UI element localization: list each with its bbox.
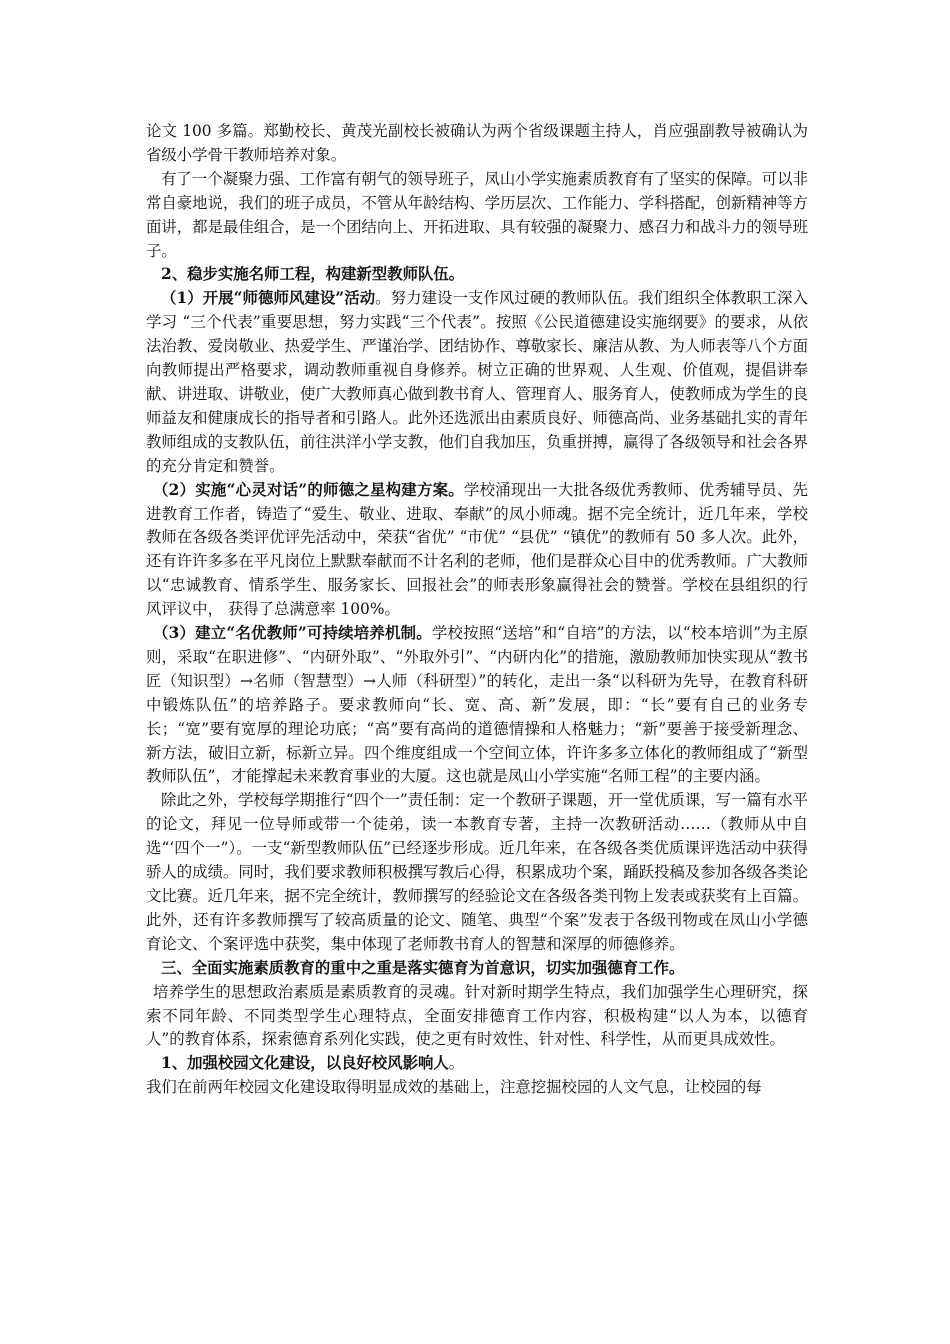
paragraph-papers: 论文 100 多篇。郑勤校长、黄茂光副校长被确认为两个省级课题主持人，肖应强副教导被确认为省级小学骨干教师培养对象。 xyxy=(146,122,808,164)
section-heading-famous-teachers xyxy=(146,263,808,287)
document-body xyxy=(146,120,808,1100)
section-heading-moral-education xyxy=(146,957,808,981)
subsection-excellent-teachers-heading: （3）建立“名优教师”可持续培养机制。 xyxy=(153,624,432,643)
subsection-heart-dialogue-heading: （2）实施“心灵对话”的师德之星构建方案。 xyxy=(153,480,464,499)
paragraph-campus-culture: 我们在前两年校园文化建设取得明显成效的基础上，注意挖掘校园的人文气息，让校园的每 xyxy=(146,1078,762,1097)
heading-text: 2、稳步实施名师工程，构建新型教师队伍。 xyxy=(161,265,465,284)
paragraph-leadership: 有了一个凝聚力强、工作富有朝气的领导班子，凤山小学实施素质教育有了坚实的保障。可以非常自豪地说，我们的班子成员，不管从年龄结构、学历层次、工作能力、学科搭配，创新精神等方面讲，都是最佳组合，是一个团结向上、开拓进取、具有较强的凝聚力、感召力和战斗力的领导班子。 xyxy=(146,169,808,260)
subsection-campus-culture xyxy=(146,1052,808,1076)
heading-text: 三、全面实施素质教育的重中之重是落实德育为首意识，切实加强德育工作。 xyxy=(161,958,685,977)
subsection-ethics-heading: （1）开展“师德师风建设”活动 xyxy=(161,289,376,308)
subsection-excellent-teachers-body: 学校按照“送培”和“自培”的方法，以“校本培训”为主原则，采取“在职进修”、“内研外取”、“外取外引”、“内研内化”的措施，激励教师加快实现从“教书匠（知识型）→名师（智慧型）→人师（科研型）”的转化，走出一条“以科研为先导，在教育科研中锻炼队伍”的培养路子。要求教师向“长、宽、高、新”发展，即：“长”要有自己的业务专长；“宽”要有宽厚的理论功底；“高”要有高尚的道德情操和人格魅力；“新”要善于接受新理念、新方法，破旧立新，标新立异。四个维度组成一个空间立体，许许多多立体化的教师组成了“新型教师队伍”，才能撑起未来教育事业的大厦。这也就是凤山小学实施“名师工程”的主要内涵。 xyxy=(146,624,808,786)
heading-end-mark: 。 xyxy=(448,1054,465,1073)
subsection-campus-culture-heading: 1、加强校园文化建设，以良好校风影响人 xyxy=(161,1054,449,1073)
subsection-ethics xyxy=(146,287,808,478)
subsection-excellent-teachers xyxy=(146,622,808,789)
subsection-heart-dialogue xyxy=(146,479,808,622)
paragraph-moral-education: 培养学生的思想政治素质是素质教育的灵魂。针对新时期学生特点，我们加强学生心理研究，探索不同年龄、不同类型学生心理特点，全面安排德育工作内容，积极构建“以人为本，以德育人”的教育体系，探索德育系列化实践，使之更有时效性、针对性、科学性，从而更具成效性。 xyxy=(146,982,808,1049)
subsection-ethics-body: 。努力建设一支作风过硬的教师队伍。我们组织全体教职工深入学习 “三个代表”重要思想，努力实践“三个代表”。按照《公民道德建设实施纲要》的要求，从依法治教、爱岗敬业、热爱学生、严谨治学、团结协作、尊敬家长、廉洁从教、为人师表等八个方面向教师提出严格要求，调动教师重视自身修养。树立正确的世界观、人生观、价值观，提倡讲奉献、讲进取、讲敬业，使广大教师真心做到教书育人、管理育人、服务育人，使教师成为学生的良师益友和健康成长的指导者和引路人。此外还选派出由素质良好、师德高尚、业务基础扎实的青年教师组成的支教队伍，前往洪洋小学支教，他们自我加压，负重拼搏，赢得了各级领导和社会各界的充分肯定和赞誉。 xyxy=(146,289,808,475)
subsection-heart-dialogue-body: 学校涌现出一大批各级优秀教师、优秀辅导员、先进教育工作者，铸造了“爱生、敬业、进取、奉献”的凤小师魂。据不完全统计，近几年来，学校教师在各级各类评优评先活动中，荣获“省优” “市优” “县优” “镇优”的教师有 50 多人次。此外，还有许许多多在平凡岗位上默默奉献而不计名利的老师，他们是群众心目中的优秀教师。广大教师以“忠诚教育、情系学生、服务家长、回报社会”的师表形象赢得社会的赞誉。学校在县组织的行风评议中， 获得了总满意率 100%。 xyxy=(146,480,808,619)
paragraph-four-ones: 除此之外，学校每学期推行“四个一”责任制：定一个教研子课题，开一堂优质课，写一篇有水平的论文，拜见一位导师或带一个徒弟，读一本教育专著，主持一次教研活动……（教师从中自选“‘四个一”）。一支“新型教师队伍”已经逐步形成。近几年来，在各级各类优质课评选活动中获得骄人的成绩。同时，我们要求教师积极撰写教后心得，积累成功个案，踊跃投稿及参加各级各类论文比赛。近几年来，据不完全统计，教师撰写的经验论文在各级各类刊物上发表或获奖有上百篇。此外，还有许多教师撰写了较高质量的论文、随笔、典型“个案”发表于各级刊物或在凤山小学德育论文、个案评选中获奖，集中体现了老师教书育人的智慧和深厚的师德修养。 xyxy=(146,791,808,953)
